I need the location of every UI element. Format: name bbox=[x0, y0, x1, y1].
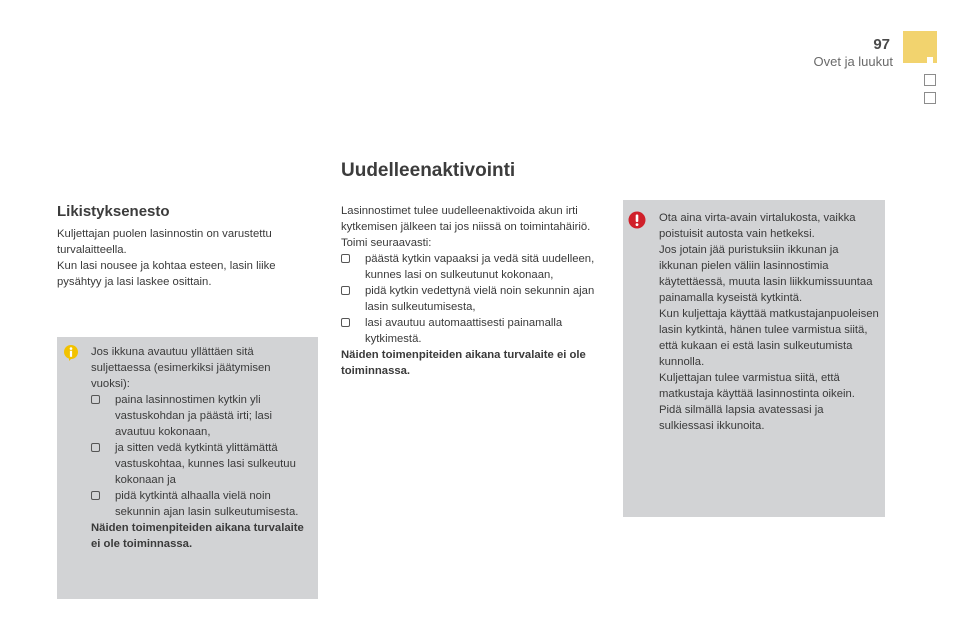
list-item-text: päästä kytkin vapaaksi ja vedä sitä uudelleen, kunnes lasi on sulkeutunut kokonaan, bbox=[365, 253, 595, 281]
paragraph: Kuljettajan tulee varmistua siitä, että matkustaja käyttää lasinnostinta oikein. bbox=[659, 372, 855, 400]
paragraph: Ota aina virta-avain virtalukosta, vaikka poistuisit autosta vain hetkeksi. bbox=[659, 212, 856, 240]
warning-box-content bbox=[659, 210, 879, 434]
section-heading-anti-pinch: Likistyksenesto bbox=[57, 203, 170, 220]
warning-icon bbox=[628, 211, 646, 229]
list-item-text: pidä kytkin vedettynä vielä noin sekunnin ajan lasin sulkeutumisesta, bbox=[365, 285, 595, 313]
paragraph: Pidä silmällä lapsia avatessasi ja sulkiessasi ikkunoita. bbox=[659, 404, 824, 432]
list-item bbox=[341, 283, 601, 315]
list-item bbox=[341, 251, 601, 283]
chapter-tab bbox=[924, 74, 936, 86]
bullet-icon bbox=[341, 286, 350, 295]
list-item-text: lasi avautuu automaattisesti painamalla kytkimestä. bbox=[365, 317, 563, 345]
info-warning: Näiden toimenpiteiden aikana turvalaite ei ole toiminnassa. bbox=[91, 522, 304, 550]
chapter-tab-active bbox=[903, 31, 937, 63]
list-item-text: ja sitten vedä kytkintä ylittämättä vastuskohtaa, kunnes lasi sulkeutuu kokonaan ja bbox=[115, 442, 296, 486]
bullet-icon bbox=[91, 491, 100, 500]
bullet-icon bbox=[341, 318, 350, 327]
tab-marker bbox=[927, 57, 933, 63]
list-item-text: paina lasinnostimen kytkin yli vastuskohdan ja päästä irti; lasi avautuu kokonaan, bbox=[115, 394, 272, 438]
bullet-icon bbox=[91, 443, 100, 452]
list-item bbox=[91, 440, 307, 488]
info-intro: Jos ikkuna avautuu yllättäen sitä suljettaessa (esimerkiksi jäätymisen vuoksi): bbox=[91, 346, 271, 390]
section-heading-reactivation: Uudelleenaktivointi bbox=[341, 160, 516, 181]
reactivation-content bbox=[341, 203, 601, 379]
paragraph: Jos jotain jää puristuksiin ikkunan ja ikkunan pielen väliin lasinnostimia käytettäessä, muuta lasin liikkumissuuntaa painamalla kyseistä kytkintä. bbox=[659, 244, 873, 304]
reactivation-intro: Lasinnostimet tulee uudelleenaktivoida akun irti kytkemisen jälkeen tai jos niissä on toimintahäiriö. Toimi seuraavasti: bbox=[341, 205, 591, 249]
info-box-content bbox=[91, 344, 307, 552]
page-number: 97 bbox=[873, 36, 890, 53]
anti-pinch-description bbox=[57, 226, 307, 290]
list-item bbox=[91, 392, 307, 440]
paragraph: Kun lasi nousee ja kohtaa esteen, lasin liike pysähtyy ja lasi laskee osittain. bbox=[57, 260, 276, 288]
reactivation-warning: Näiden toimenpiteiden aikana turvalaite ei ole toiminnassa. bbox=[341, 349, 586, 377]
paragraph: Kuljettajan puolen lasinnostin on varustettu turvalaitteella. bbox=[57, 228, 272, 256]
paragraph: Kun kuljettaja käyttää matkustajanpuoleisen lasin kytkintä, hänen tulee varmistua siitä, että kukaan ei estä lasin sulkeutumista kunnolla. bbox=[659, 308, 879, 368]
bullet-icon bbox=[341, 254, 350, 263]
list-item bbox=[91, 488, 307, 520]
bullet-icon bbox=[91, 395, 100, 404]
info-icon bbox=[63, 344, 79, 362]
list-item bbox=[341, 315, 601, 347]
chapter-tab bbox=[924, 92, 936, 104]
section-title: Ovet ja luukut bbox=[813, 54, 893, 69]
reactivation-steps-list bbox=[341, 251, 601, 347]
list-item-text: pidä kytkintä alhaalla vielä noin sekunnin ajan lasin sulkeutumisesta. bbox=[115, 490, 299, 518]
info-steps-list bbox=[91, 392, 307, 520]
